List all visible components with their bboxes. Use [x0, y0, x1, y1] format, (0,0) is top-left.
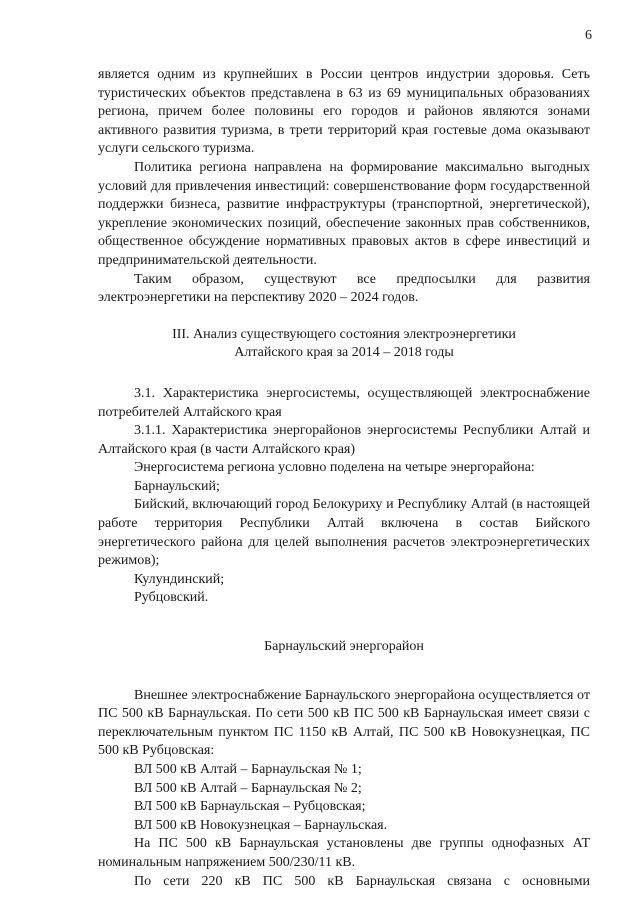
subsection-3-1: 3.1. Характеристика энергосистемы, осуществляющей электроснабжение потребителей Алтайского края: [98, 385, 590, 420]
paragraph-tourism: является одним из крупнейших в России центров индустрии здоровья. Сеть туристических объектов представлена в 63 из 69 муниципальных образованиях региона, причем более половины его городов и районов являются зонами активного развития туризма, в трети территорий края гостевые дома оказывают услуги сельского туризма.: [98, 67, 590, 157]
page-body: [98, 66, 590, 891]
list-item-area: Кулундинский;: [134, 571, 225, 587]
paragraph-220kv: По сети 220 кВ ПС 500 кВ Барнаульская связана с основными: [134, 873, 590, 889]
list-item-line: ВЛ 500 кВ Новокузнецкая – Барнаульская.: [134, 817, 388, 833]
paragraph-four-areas: Энергосистема региона условно поделена на четыре энергорайона:: [134, 460, 535, 476]
list-item-area: Рубцовский.: [134, 590, 209, 606]
paragraph-autotransformers: На ПС 500 кВ Барнаульская установлены две группы однофазных АТ номинальным напряжением 500/230/11 кВ.: [98, 836, 590, 870]
page-number: 6: [585, 28, 592, 43]
paragraph-conclusion: Таким образом, существуют все предпосылки для развития электроэнергетики на перспективу 2020 – 2024 годов.: [98, 271, 590, 306]
section-heading-line1: III. Анализ существующего состояния электроэнергетики: [172, 326, 516, 342]
subsection-3-1-1: 3.1.1. Характеристика энергорайонов энергосистемы Республики Алтай и Алтайского края (в части Алтайского края): [98, 423, 590, 457]
list-item-area: Бийский, включающий город Белокуриху и Республику Алтай (в настоящей работе территория Республики Алтай включена в состав Бийского энергетического района для целей выполнения расчетов электроэнергетических режимов);: [98, 497, 590, 569]
section-heading-line2: Алтайского края за 2014 – 2018 годы: [234, 345, 454, 361]
list-item-line: ВЛ 500 кВ Алтай – Барнаульская № 2;: [134, 780, 362, 796]
list-item-line: ВЛ 500 кВ Барнаульская – Рубцовская;: [134, 799, 366, 815]
list-item-line: ВЛ 500 кВ Алтай – Барнаульская № 1;: [134, 762, 362, 777]
paragraph-external-supply: Внешнее электроснабжение Барнаульского энергорайона осуществляется от ПС 500 кВ Барнаульская. По сети 500 кВ ПС 500 кВ Барнаульская имеет связи с переключательным пунктом ПС 1150 кВ Алтай, ПС 500 кВ Новокузнецкая, ПС 500 кВ Рубцовская:: [98, 687, 590, 759]
paragraph-investment-policy: Политика региона направлена на формирование максимально выгодных условий для привлечения инвестиций: совершенствование форм государственной поддержки бизнеса, развитие инфраструктуры (транспортной, энергетической), укрепление экономических позиций, обеспечение законных прав собственников, общественное обсуждение нормативных правовых актов в сфере инвестиций и предпринимательской деятельности.: [98, 159, 590, 268]
list-item-area: Барнаульский;: [134, 478, 220, 494]
area-heading: Барнаульский энергорайон: [264, 639, 424, 655]
